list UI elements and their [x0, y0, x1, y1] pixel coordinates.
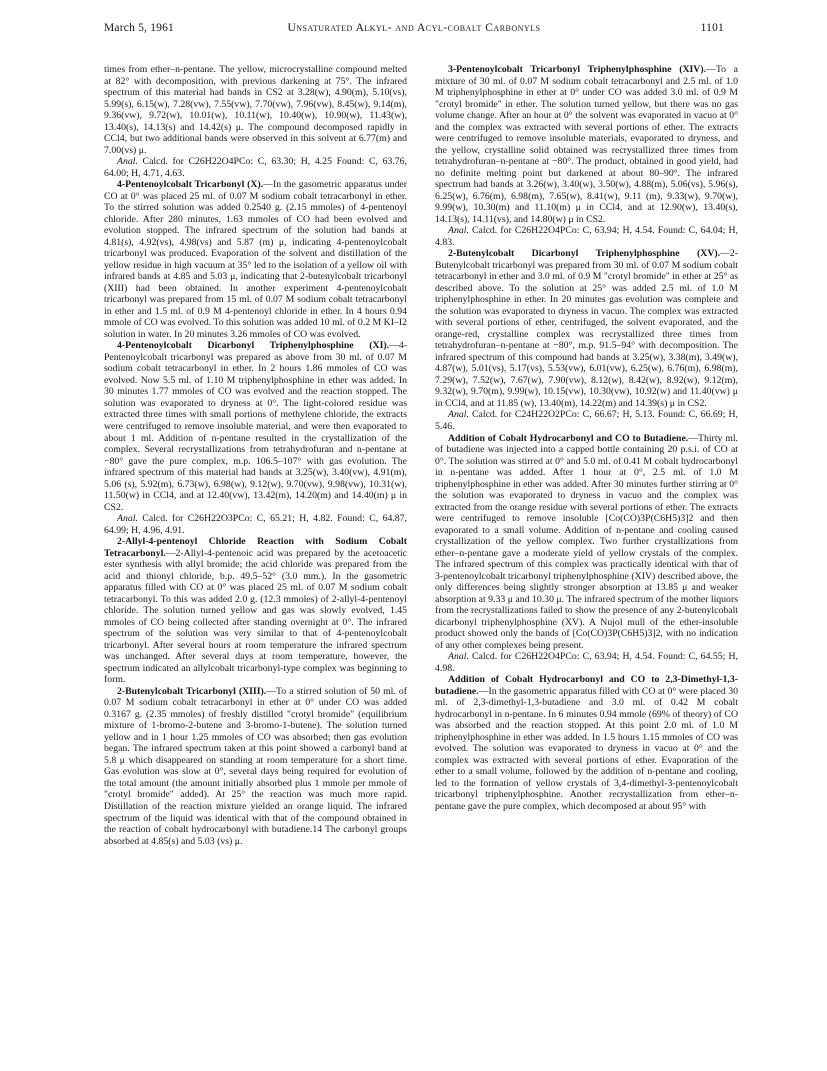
paragraph-text: —4-Pentenoylcobalt tricarbonyl was prepared as above from 30 ml. of 0.07 M sodium cobalt tetracarbonyl in ether. In 2 hours 1.86 mmoles of CO was evolved. Now 5.5 ml. of 1.10 M triphenylphosphine in ether was added. In 30 minutes 1.77 mmoles of CO was evolved and the reaction stopped. The solution was evaporated to dryness at 0°. The light-colored residue was extracted three times with small portions of methylene chloride, the extracts were centrifuged to remove insoluble material, and were then evaporated to about 1 ml. Addition of n-pentane resulted in the crystallization of the complex. Several recrystallizations from tetrahydrofuran and n-pentane at −80° gave the pure complex, m.p. 106.5–107° with gas evolution. The infrared spectrum of this material had bands at 3.25(w), 3.40(vw), 4.91(m), 5.06 (s), 5.92(m), 6.73(w), 6.98(w), 9.12(w), 9.70(vw), 9.98(vw), 10.31(w), 11.50(w) in CCl4, and at 12.40(vw), 13.42(m), 14.20(m) and 14.40(m) μ in CS2. — [104, 340, 407, 513]
paragraph-text: times from ether–n-pentane. The yellow, microcrystalline compound melted at 82° with decomposition, with previous darkening at 75°. The infrared spectrum of this material had bands in CS2 at 3.28(w), 4.90(m), 5.10(vs), 5.99(s), 6.15(w), 7.28(vw), 7.55(vw), 7.70(vw), 7.96(vw), 8.45(w), 9.14(m), 9.36(vw), 9.72(w), 10.01(w), 10.11(w), 10.40(w), 10.90(w), 11.43(w), 13.40(s), 14.13(s) and 14.42(s) μ. The compound decomposed rapidly in CCl4, but two additional bands were observed in this solvent at 6.77(m) and 7.00(vs) μ. — [104, 64, 407, 156]
header-date: March 5, 1961 — [104, 22, 174, 34]
header-page-number: 1101 — [700, 22, 724, 34]
header-title: Unsaturated Alkyl- and Acyl-cobalt Carbonyls — [287, 22, 541, 34]
paragraph-text: —To a stirred solution of 50 ml. of 0.07 M sodium cobalt tetracarbonyl in ether at 0° under CO was added 0.3167 g. (2.35 mmoles) of freshly distilled "crotyl bromide" (equilibrium mixture of 1-bromo-2-butene and 3-bromo-1-butene). The solution turned yellow and in 1 hour 1.25 mmoles of CO was absorbed; then gas evolution began. The infrared spectrum taken at this point showed a carbonyl band at 5.8 μ which disappeared on standing at room temperature for a short time. Gas evolution was slow at 0°, several days being required for evolution of the total amount (the amount initially absorbed plus 1 mmole per mmole of "crotyl bromide" added). At 25° the reaction was much more rapid. Distillation of the reaction mixture yielded an orange liquid. The infrared spectrum of the liquid was identical with that of the compound obtained in the reaction of cobalt hydrocarbonyl with butadiene.14 The carbonyl groups absorbed at 4.85(s) and 5.03 (vs) μ. — [104, 685, 407, 847]
body-paragraph — [435, 248, 738, 409]
section-heading: 2-Butenylcobalt Tricarbonyl (XIII). — [117, 685, 267, 697]
paragraph-text: —Thirty ml. of butadiene was injected into a capped bottle containing 20 p.s.i. of CO at 0°. The solution was stirred at 0° and 5.0 ml. of 0.41 M cobalt hydrocarbonyl in n-pentane was added. After 1 hour at 0°, 2.5 ml. of 1.0 M triphenylphosphine in ether was added. After 30 minutes further stirring at 0° the solution was evaporated to dryness in vacuo and the complex was extracted from the orange residue with several portions of ether. The extracts were centrifuged to remove insoluble [Co(CO)3P(C6H5)3]2 and then evaporated to a small volume. Addition of n-pentane and cooling caused crystallization of the yellow complex. Two further crystallizations from ether–n-pentane gave a moderate yield of yellow crystals of the complex. The infrared spectrum of this complex was practically identical with that of 3-pentenoylcobalt tricarbonyl triphenylphosphine (XIV) described above, the only differences being slightly stronger absorption at 13.85 μ and weaker absorption at 9.33 μ and 10.30 μ. The infrared spectrum of the mother liquors from the recrystallizations failed to show the presence of any 2-butenylcobalt dicarbonyl triphenylphosphine (XV). A Nujol mull of the ether-insoluble product showed only the bands of [Co(CO)3P(C6H5)3]2, with no indication of any other complexes being present. — [435, 432, 738, 651]
body-paragraph — [104, 536, 407, 686]
section-heading: 2-Allyl-4-pentenoyl Chloride Reaction with Sodium Cobalt Tetracarbonyl. — [104, 536, 407, 559]
paragraph-text: —To a mixture of 30 ml. of 0.07 M sodium cobalt tetracarbonyl and 2.5 ml. of 1.0 M triphenylphosphine in ether at 0° under CO was added 3.0 ml. of 0.9 M "crotyl bromide" in ether. The solution turned yellow, but there was no gas volume change. After an hour at 0° the solvent was evaporated in vacuo at 0° and the complex was extracted with several portions of ether. The extracts were centrifuged to remove insoluble materials, evaporated to dryness, and the yellow, crystalline solid obtained was recrystallized three times from tetrahydrofuran–n-pentane at −80°. The product, obtained in good yield, had no definite melting point but darkened at about 80–90°. The infrared spectrum had bands at 3.26(w), 3.40(w), 3.50(w), 4.88(m), 5.06(vs), 5.96(s), 6.25(w), 6.76(m), 6.98(m), 7.65(w), 8.41(w), 9.11 (m), 9.33(w), 9.70(w), 9.99(w), 10.30(m) and 11.10(m) μ in CCl4, and at 12.90(w), 13.40(s), 14.13(s), 14.11(vs), and 14.80(w) μ in CS2. — [435, 64, 738, 225]
section-heading: 4-Pentenoylcobalt Dicarbonyl Triphenylphosphine (XI). — [117, 340, 390, 352]
section-heading: 3-Pentenoylcobalt Tricarbonyl Triphenylphosphine (XIV). — [448, 64, 707, 75]
analysis-label: Anal. — [117, 513, 138, 525]
running-header — [104, 22, 724, 38]
section-heading: Addition of Cobalt Hydrocarbonyl and CO to 2,3-Dimethyl-1,3-butadiene. — [435, 674, 738, 697]
paragraph-text: Calcd. for C24H22O2PCo: C, 66.67; H, 5.13. Found: C, 66.69; H, 5.46. — [435, 409, 738, 432]
body-paragraph — [104, 686, 407, 847]
analysis-label: Anal. — [117, 156, 138, 168]
analysis-paragraph — [104, 513, 407, 536]
section-heading: Addition of Cobalt Hydrocarbonyl and CO to Butadiene. — [448, 432, 689, 444]
paragraph-text: Calcd. for C26H22O4PCo: C, 63.94; H, 4.54. Found: C, 64.55; H, 4.98. — [435, 651, 738, 674]
left-column — [104, 64, 407, 847]
body-paragraph — [435, 674, 738, 812]
analysis-paragraph — [435, 409, 738, 432]
analysis-label: Anal. — [448, 409, 469, 421]
section-heading: 4-Pentenoylcobalt Tricarbonyl (X). — [117, 179, 264, 191]
section-heading: 2-Butenylcobalt Dicarbonyl Triphenylphosphine (XV). — [448, 248, 721, 260]
paragraph-text: —2-Allyl-4-pentenoic acid was prepared by the acetoacetic ester synthesis with allyl bromide; the acid chloride was prepared from the acid and thionyl chloride, b.p. 49.5–52° (3.0 mm.). In the gasometric apparatus filled with CO at 0° was placed 25 ml. of 0.07 M sodium cobalt tetracarbonyl. To this was added 2.0 g. (12.3 mmoles) of 2-allyl-4-pentenoyl chloride. The solution turned yellow and gas was slowly evolved, 1.45 mmoles of CO being collected after standing overnight at 0°. The infrared spectrum of the solution was very similar to that of 4-pentenoylcobalt tricarbonyl. After several hours at room temperature the infrared spectrum was unchanged. After several days at room temperature, however, the spectrum indicated an allylcobalt tricarbonyl-type complex was beginning to form. — [104, 547, 407, 686]
paragraph-text: Calcd. for C26H22O4PCo: C, 63.30; H, 4.25 Found: C, 63.76, 64.00; H, 4.71, 4.63. — [104, 156, 407, 179]
paragraph-text: Calcd. for C26H22O4PCo: C, 63.94; H, 4.54. Found: C, 64.04; H, 4.83. — [435, 225, 738, 248]
analysis-label: Anal. — [448, 225, 469, 237]
analysis-paragraph — [435, 225, 738, 248]
paragraph-text: Calcd. for C26H22O3PCo: C, 65.21; H, 4.82. Found: C, 64.87, 64.99; H, 4.96, 4.91. — [104, 513, 407, 536]
paragraph-text: —In the gasometric apparatus filled with CO at 0° were placed 30 ml. of 2,3-dimethyl-1,3-butadiene and 3.0 ml. of 0.42 M cobalt hydrocarbonyl in n-pentane. In 6 minutes 0.94 mmole (69% of theory) of CO was absorbed and the reaction stopped. At this point 2.0 ml. of 1.0 M triphenylphosphine in ether was added. In 1.5 hours 1.15 mmoles of CO was evolved. The solution was evaporated to dryness in vacuo at 0° and the complex was extracted with several portions of ether. Evaporation of the ether to a small volume, followed by the addition of n-pentane and cooling, led to the formation of yellow crystals of 3,4-dimethyl-3-pentenoylcobalt tricarbonyl triphenylphosphine. Another recrystallization from ether–n-pentane gave the pure complex, which decomposed at about 95° with — [435, 685, 738, 812]
paragraph-text: —2-Butenylcobalt tricarbonyl was prepared from 30 ml. of 0.07 M sodium cobalt tetracarbonyl in ether and 3.0 ml. of 0.9 M "crotyl bromide" in ether at 25° as described above. To the solution at 25° was added 2.5 ml. of 1.0 M triphenylphosphine in ether. In 20 minutes gas evolution was complete and the solution was evaporated to dryness in vacuo. The complex was extracted with several portions of ether, centrifuged, the solvent evaporated, and the orange-red, crystalline complex was recrystallized three times from tetrahydrofuran–n-pentane at −80°, m.p. 91.5–94° with decomposition. The infrared spectrum of this compound had bands at 3.25(w), 3.38(m), 3.49(w), 4.87(w), 5.01(vs), 5.17(vs), 5.53(vw), 6.01(vw), 6.25(w), 6.76(m), 6.98(m), 7.29(w), 7.52(w), 7.67(w), 7.90(vw), 8.12(w), 8.42(w), 8.92(w), 9.12(m), 9.32(w), 9.70(m), 9.99(w), 10.15(vw), 10.30(vw), 10.92(w) and 11.40(vw) μ in CCl4, and at 11.85 (w), 13.40(m), 14.22(m) and 14.39(s) μ in CS2. — [435, 248, 738, 409]
body-paragraph — [104, 340, 407, 513]
body-paragraph — [104, 64, 407, 156]
body-paragraph — [435, 64, 738, 225]
body-paragraph — [435, 433, 738, 652]
right-column — [435, 64, 738, 813]
analysis-paragraph — [435, 651, 738, 674]
analysis-paragraph — [104, 156, 407, 179]
body-paragraph — [104, 179, 407, 340]
analysis-label: Anal. — [448, 651, 469, 663]
paragraph-text: —In the gasometric apparatus under CO at 0° was placed 25 ml. of 0.07 M sodium cobalt tetracarbonyl in ether. To the stirred solution was added 0.2540 g. (2.15 mmoles) of 4-pentenoyl chloride. After 280 minutes, 1.63 mmoles of CO had been evolved and evolution stopped. The infrared spectrum of the solution had bands at 4.81(s), 4.92(vs), 4.98(vs) and 5.87 (m) μ, indicating 4-pentenoylcobalt tricarbonyl was produced. Evaporation of the solvent and distillation of the yellow residue in high vacuum at 35° led to the isolation of a yellow oil with infrared bands at 4.85 and 5.03 μ, indicating that 2-butenylcobalt tricarbonyl (XIII) had been obtained. In another experiment 4-pentenoylcobalt tricarbonyl was prepared from 15 ml. of 0.07 M sodium cobalt tetracarbonyl in ether and 1.5 ml. of 0.9 M 4-pentenoyl chloride in ether. In 4 hours 0.94 mmole of CO was evolved. To this solution was added 10 ml. of 0.2 M KI–I2 solution in water. In 20 minutes 3.26 mmoles of CO was evolved. — [104, 179, 408, 340]
